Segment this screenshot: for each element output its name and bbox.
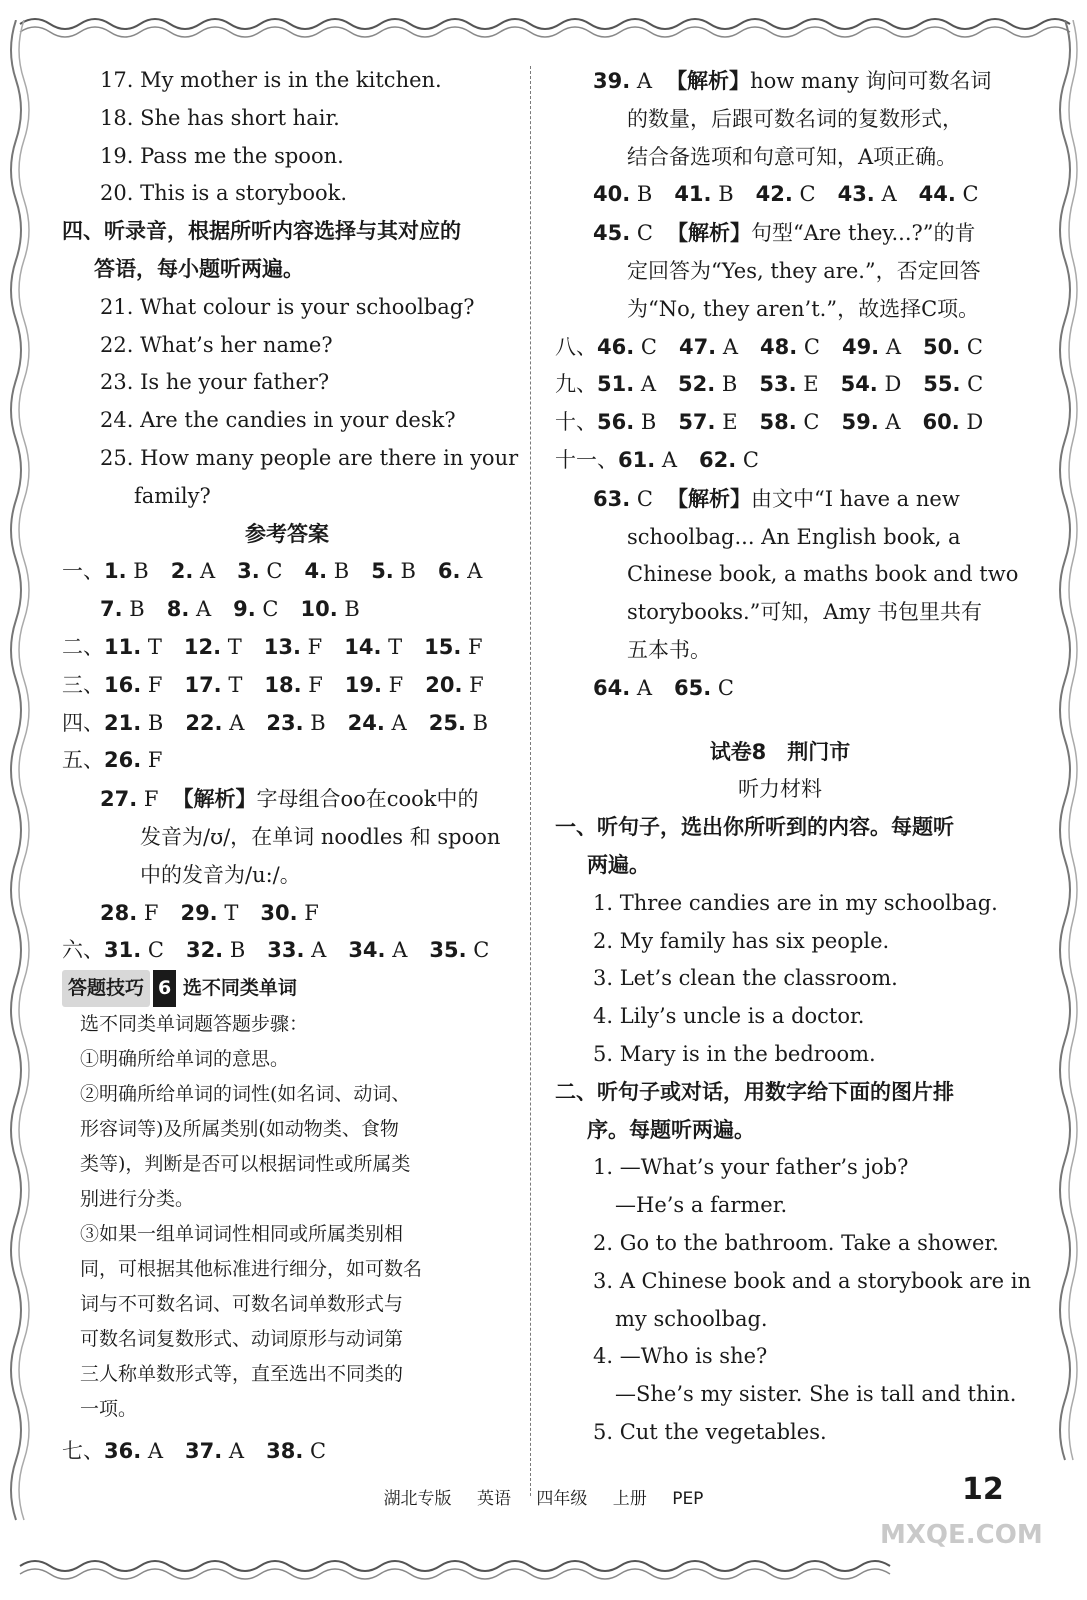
footer-grade: 四年级	[536, 1489, 588, 1509]
section-heading: 一、听句子，选出你所听到的内容。每题听	[555, 815, 954, 840]
answer-row: 一、1. B 2. A 3. C 4. B 5. B 6. A	[62, 553, 512, 591]
script-line: 4. Lily’s uncle is a doctor.	[593, 1004, 865, 1029]
answer-item: 52. B	[678, 372, 738, 397]
answer-item: 49. A	[841, 334, 901, 359]
answer-item: 64. A	[593, 675, 653, 700]
answer-item: 40. B	[593, 182, 653, 207]
answer-item: 5. B	[371, 559, 416, 584]
answer-item: 54. D	[840, 372, 902, 397]
answer-item: 47. A	[678, 334, 738, 359]
script-line: 18. She has short hair.	[100, 105, 340, 130]
answer-row: 十一、61. A 62. C	[555, 442, 1005, 480]
answer-item: 60. D	[922, 410, 984, 435]
tip-line: 一项。	[80, 1398, 138, 1421]
explanation-line: 结合备选项和句意可知，A项正确。	[627, 144, 958, 169]
answer-item: 38. C	[266, 1439, 327, 1464]
tip-line: ②明确所给单词的词性(如名词、动词、	[80, 1083, 411, 1106]
answer-item: 34. A	[348, 938, 408, 963]
tip-badge: 答题技巧	[62, 970, 150, 1007]
footer-subject: 英语	[476, 1489, 511, 1509]
script-line: 23. Is he your father?	[100, 370, 330, 395]
tip-line: 类等)，判断是否可以根据词性或所属类	[80, 1153, 411, 1176]
answer-item: 20. F	[425, 672, 484, 697]
answer-item: 46. C	[597, 334, 657, 359]
answer-item: 4. B	[304, 559, 350, 584]
answer-item: 44. C	[918, 182, 979, 207]
answer-item: 51. A	[597, 372, 657, 397]
tip-line: 同，可根据其他标准进行细分，如可数名	[80, 1258, 423, 1281]
answer-row: 十、56. B 57. E 58. C 59. A 60. D	[555, 404, 1005, 442]
answer-item: 11. T	[104, 634, 162, 659]
answer-heading: 参考答案	[245, 521, 329, 546]
answer-item: 24. A	[347, 710, 407, 735]
answer-item: 12. T	[183, 634, 242, 659]
answer-row: 三、16. F 17. T 18. F 19. F 20. F	[62, 667, 512, 705]
column-divider	[530, 66, 531, 1496]
explanation-line: storybooks.”可知，Amy 书包里共有	[627, 600, 983, 625]
script-line: 1. —What’s your father’s job?	[593, 1155, 909, 1180]
answer-item: 1. B	[104, 559, 149, 584]
script-line: 17. My mother is in the kitchen.	[100, 68, 442, 92]
script-line: 3. Let’s clean the classroom.	[593, 966, 898, 991]
section-heading-cont: 两遍。	[587, 852, 650, 877]
tip-line: ③如果一组单词词性相同或所属类别相	[80, 1223, 404, 1246]
explanation-line: schoolbag... An English book, a	[627, 524, 961, 549]
answer-item: 9. C	[233, 597, 279, 622]
answer-item: 36. A	[104, 1439, 164, 1464]
answer-item: 15. F	[424, 634, 483, 659]
answer-item: 2. A	[170, 559, 216, 584]
answer-explanation: 27. F 【解析】字母组合oo在cook中的	[100, 786, 479, 812]
answer-item: 59. A	[841, 410, 901, 435]
script-line: 2. My family has six people.	[593, 928, 890, 953]
footer-version: PEP	[672, 1489, 704, 1509]
section-heading: 四、听录音，根据所听内容选择与其对应的	[62, 219, 461, 244]
script-line: 5. Cut the vegetables.	[593, 1419, 827, 1444]
script-line: 2. Go to the bathroom. Take a shower.	[593, 1230, 999, 1255]
answer-item: 29. T	[180, 900, 239, 925]
answer-item: 25. B	[428, 710, 489, 735]
footer-term: 上册	[612, 1489, 647, 1509]
script-line-cont: my schoolbag.	[615, 1306, 768, 1331]
answer-item: 23. B	[266, 710, 326, 735]
right-wavy-border	[1053, 20, 1083, 1560]
script-line: 20. This is a storybook.	[100, 181, 348, 206]
section-heading-cont: 序。每题听两遍。	[587, 1117, 755, 1142]
answer-row: 二、11. T 12. T 13. F 14. T 15. F	[62, 629, 512, 667]
script-line-cont: —He’s a farmer.	[615, 1193, 788, 1218]
answer-item: 43. A	[837, 182, 897, 207]
script-line-cont: —She’s my sister. She is tall and thin.	[615, 1382, 1017, 1407]
answer-item: 16. F	[104, 672, 163, 697]
tip-line: 可数名词复数形式、动词原形与动词第	[80, 1328, 404, 1351]
answer-row: 九、51. A 52. B 53. E 54. D 55. C	[555, 366, 1005, 404]
explanation-line: 中的发音为/u:/。	[140, 862, 301, 887]
script-line: 24. Are the candies in your desk?	[100, 408, 456, 433]
explanation-line: 为“No, they aren’t.”，故选择C项。	[627, 296, 980, 321]
right-column	[555, 62, 1031, 1452]
script-line: 21. What colour is your schoolbag?	[100, 294, 475, 319]
answer-item: 48. C	[760, 334, 820, 359]
tip-line: 选不同类单词题答题步骤：	[80, 1013, 309, 1036]
script-line: 22. What’s her name?	[100, 332, 333, 357]
answer-item: 26. F	[104, 748, 163, 773]
answer-item: 41. B	[674, 182, 734, 207]
answer-row: 七、36. A 37. A 38. C	[62, 1433, 512, 1471]
tip-line: 词与不可数名词、可数名词单数形式与	[80, 1293, 404, 1316]
answer-item: 17. T	[184, 672, 243, 697]
explanation-line: Chinese book, a maths book and two	[627, 562, 1019, 587]
explanation-line: 定回答为“Yes, they are.”，否定回答	[627, 258, 981, 283]
script-line: 4. —Who is she?	[593, 1344, 768, 1369]
left-column	[62, 62, 519, 1471]
answer-item: 3. C	[237, 559, 283, 584]
answer-explanation: 63. C 【解析】由文中“I have a new	[593, 485, 960, 511]
answer-item: 8. A	[166, 597, 212, 622]
explanation-line: 发音为/ʊ/，在单词 noodles 和 spoon	[140, 824, 501, 849]
answer-row	[555, 176, 1005, 214]
section-heading-cont: 答语，每小题听两遍。	[94, 256, 304, 281]
script-line-cont: family?	[134, 483, 211, 508]
tip-title: 答题技巧 6 选不同类单词	[62, 970, 512, 1007]
answer-item: 42. C	[755, 182, 816, 207]
tip-line: 形容词等)及所属类别(如动物类、食物	[80, 1118, 399, 1141]
answer-item: 57. E	[678, 410, 738, 435]
left-wavy-border	[4, 20, 34, 1560]
answer-row	[62, 591, 512, 629]
answer-row	[62, 895, 512, 933]
answer-item: 10. B	[300, 597, 360, 622]
answer-explanation: 39. A 【解析】how many 询问可数名词	[593, 68, 992, 93]
answer-item: 33. A	[267, 938, 327, 963]
section-heading: 二、听句子或对话，用数字给下面的图片排	[555, 1079, 954, 1104]
answer-item: 13. F	[263, 634, 323, 659]
footer-edition: 湖北专版	[383, 1489, 452, 1509]
answer-item: 58. C	[759, 410, 820, 435]
answer-item: 19. F	[344, 672, 404, 697]
answer-item: 37. A	[185, 1439, 245, 1464]
script-line: 19. Pass me the spoon.	[100, 143, 344, 168]
top-wavy-border	[0, 6, 1087, 46]
answer-row: 八、46. C 47. A 48. C 49. A 50. C	[555, 329, 1005, 367]
answer-item: 65. C	[674, 675, 734, 700]
answer-row: 五、26. F	[62, 742, 512, 780]
answer-item: 35. C	[429, 938, 490, 963]
answer-item: 30. F	[260, 900, 319, 925]
paper-subtitle: 听力材料	[738, 777, 822, 802]
tip-number: 6	[153, 970, 176, 1007]
answer-item: 53. E	[759, 372, 819, 397]
tip-body	[62, 1007, 500, 1427]
tip-line: 三人称单数形式等，直至选出不同类的	[80, 1363, 404, 1386]
answer-item: 55. C	[923, 372, 984, 397]
paper-title: 试卷8 荆门市	[709, 739, 851, 764]
answer-row: 四、21. B 22. A 23. B 24. A 25. B	[62, 705, 512, 743]
answer-item: 14. T	[344, 634, 403, 659]
script-line: 3. A Chinese book and a storybook are in	[593, 1268, 1031, 1293]
tip-line: 别进行分类。	[80, 1188, 195, 1211]
answer-row: 六、31. C 32. B 33. A 34. A 35. C	[62, 932, 512, 970]
script-line: 5. Mary is in the bedroom.	[593, 1041, 876, 1066]
answer-item: 61. A	[618, 447, 678, 472]
script-line: 25. How many people are there in your	[100, 445, 519, 470]
answer-item: 50. C	[923, 334, 983, 359]
explanation-line: 五本书。	[627, 637, 711, 662]
answer-item: 6. A	[437, 559, 483, 584]
answer-item: 22. A	[185, 710, 245, 735]
answer-item: 32. B	[185, 938, 246, 963]
answer-item: 62. C	[699, 447, 759, 472]
explanation-line: 的数量，后跟可数名词的复数形式，	[627, 106, 963, 131]
tip-line: ①明确所给单词的意思。	[80, 1048, 290, 1071]
bottom-wavy-border	[0, 1552, 1087, 1592]
answer-item: 21. B	[104, 710, 164, 735]
page-number: 12	[962, 1472, 1004, 1507]
answer-item: 56. B	[597, 410, 657, 435]
answer-explanation: 45. C 【解析】句型“Are they...?”的肯	[593, 220, 976, 246]
script-line: 1. Three candies are in my schoolbag.	[593, 890, 998, 915]
answer-item: 28. F	[100, 900, 159, 925]
answer-row	[555, 670, 1005, 708]
answer-item: 18. F	[264, 672, 323, 697]
answer-item: 7. B	[100, 597, 145, 622]
watermark: MXQE.COM	[880, 1520, 1043, 1550]
page-footer	[0, 1484, 1087, 1509]
answer-item: 31. C	[104, 938, 164, 963]
